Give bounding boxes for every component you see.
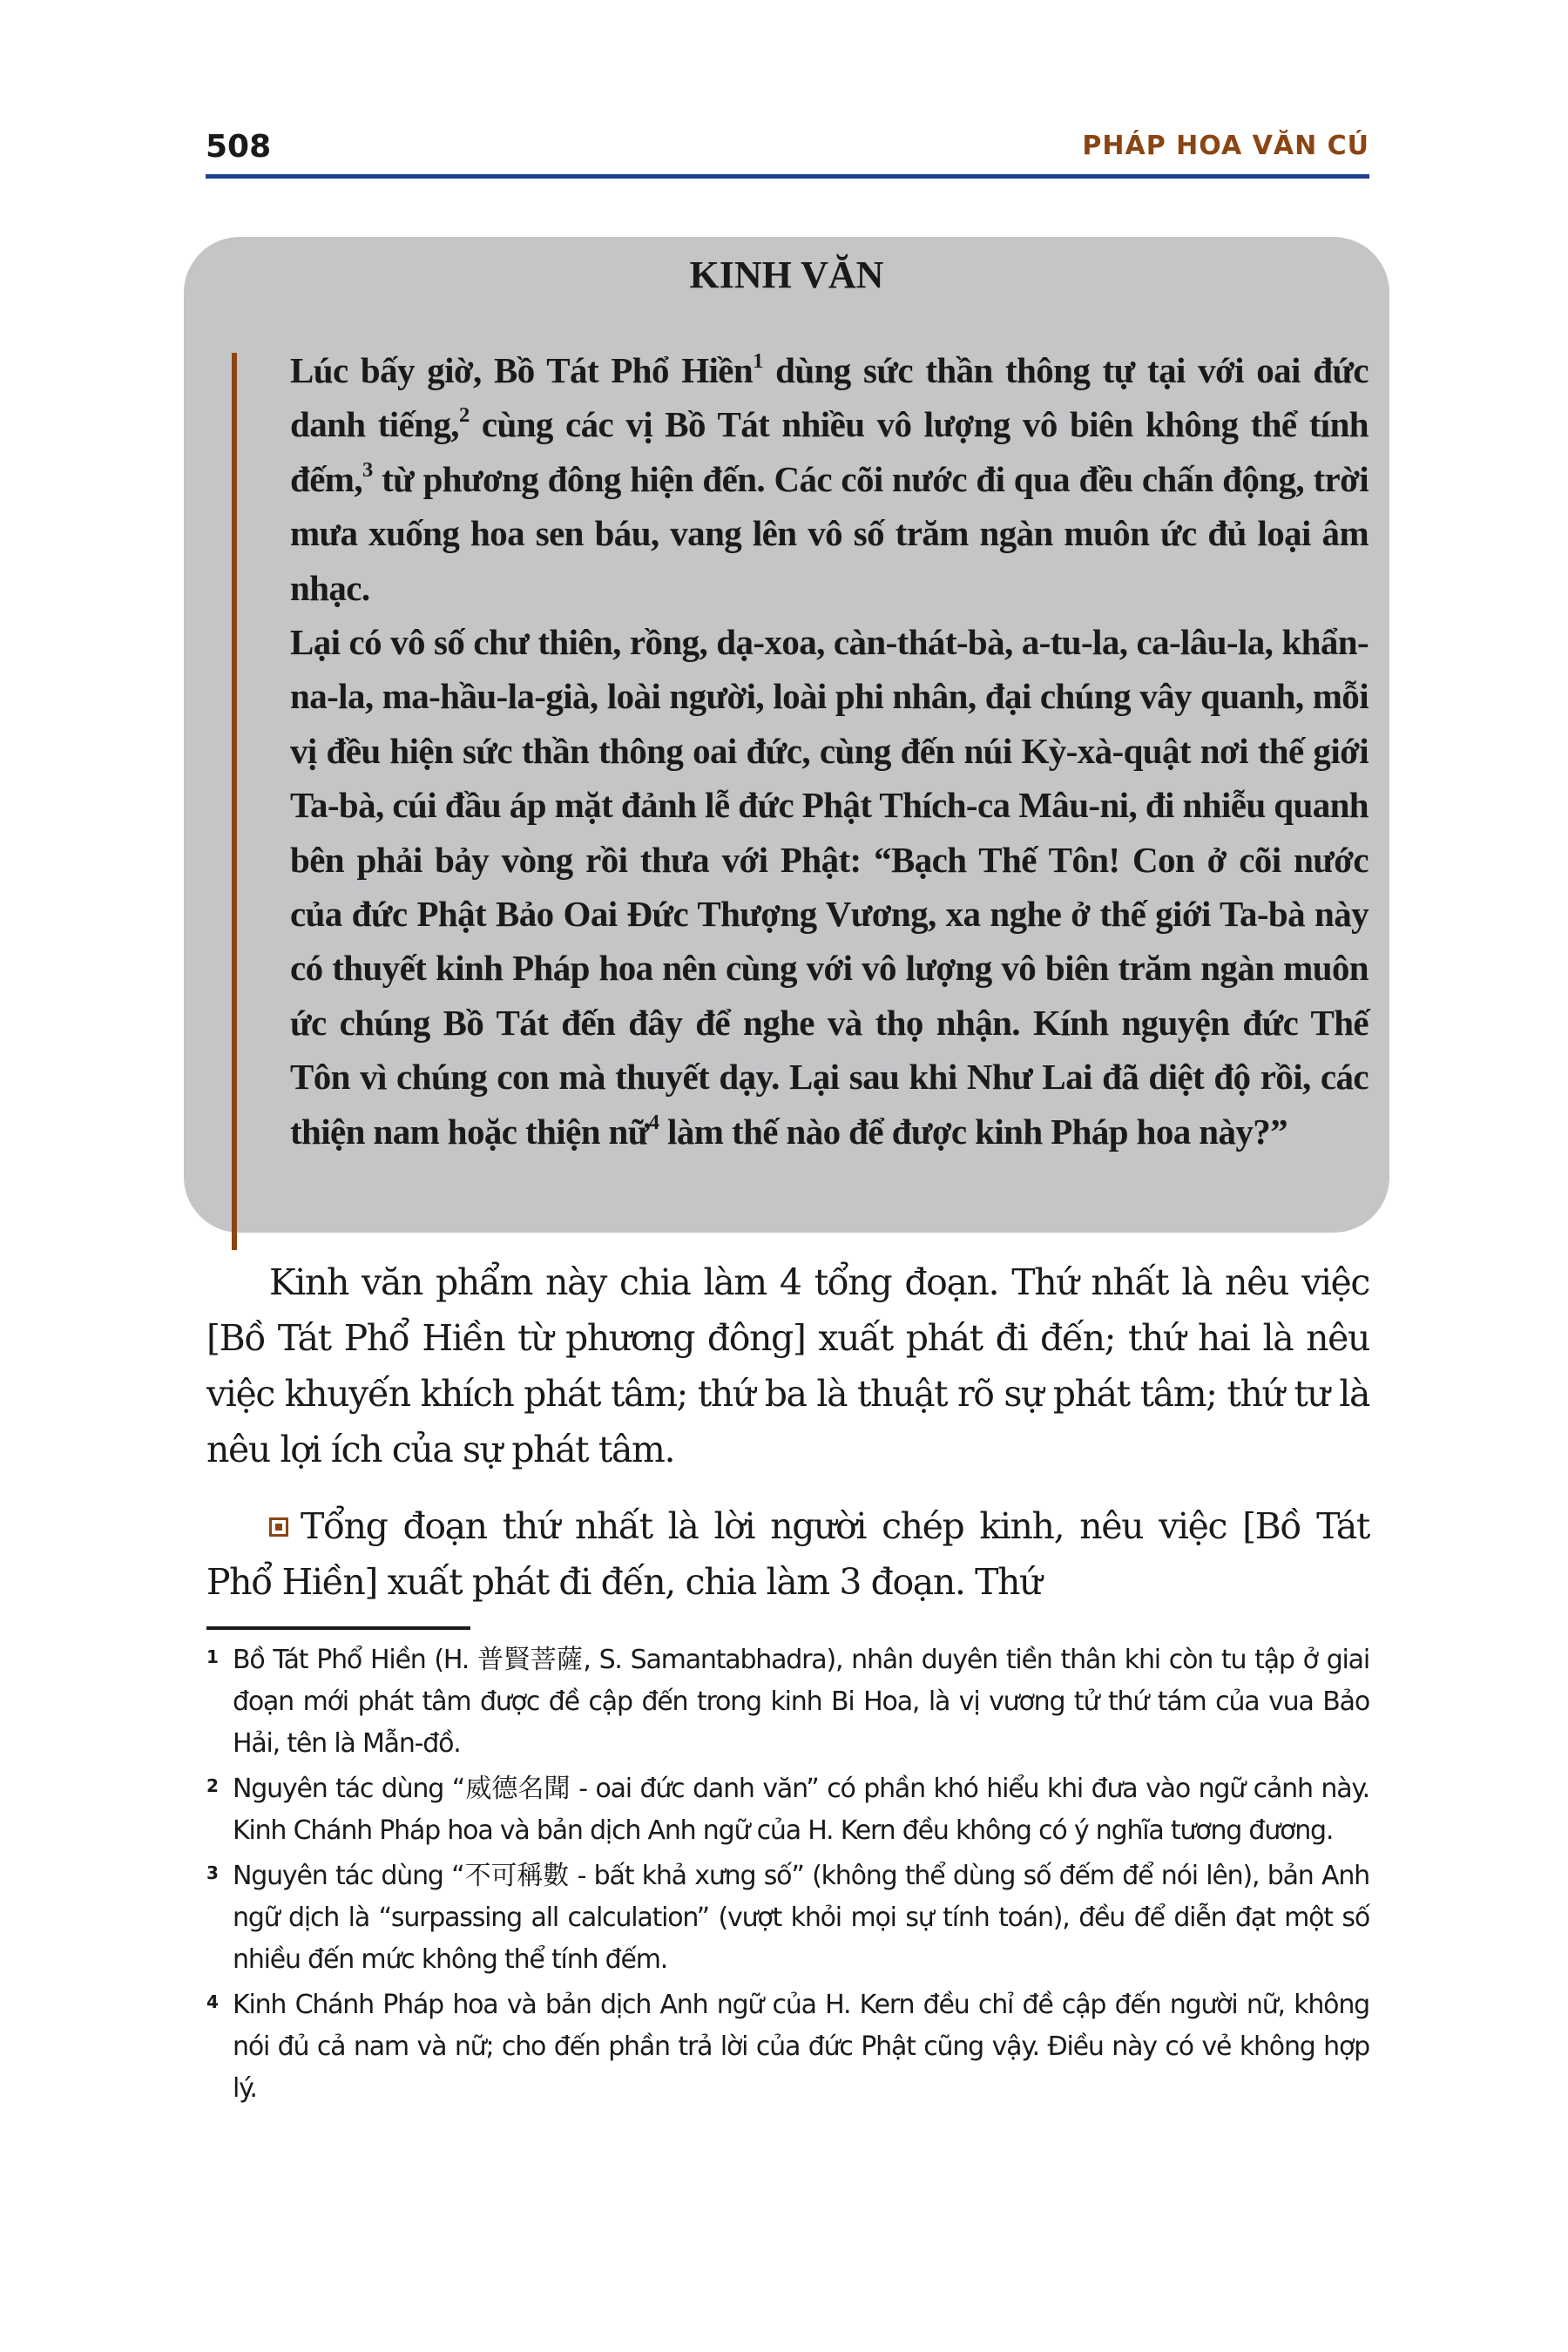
- footnote-number: 1: [206, 1646, 219, 1667]
- scripture-box: [184, 237, 1389, 1233]
- text-run: Lại có vô số chư thiên, rồng, dạ-xoa, càn-thát-bà, a-tu-la, ca-lâu-la, khẩn-na-la, ma-hầu-la-già, loài người, loài phi nhân, đại chúng vây quanh, mỗi vị đều hiện sức thần thông oai đức, cùng đến núi Kỳ-xà-quật nơi thế giới Ta-bà, cúi đầu áp mặt đảnh lễ đức Phật Thích-ca Mâu-ni, đi nhiễu quanh bên phải bảy vòng rồi thưa với Phật: “Bạch Thế Tôn! Con ở cõi nước của đức Phật Bảo Oai Đức Thượng Vương, xa nghe ở thế giới Ta-bà này có thuyết kinh Pháp hoa nên cùng với vô lượng vô biên trăm ngàn muôn ức chúng Bồ Tát đến đây để nghe và thọ nhận. Kính nguyện đức Thế Tôn vì chúng con mà thuyết dạy. Lại sau khi Như Lai đã diệt độ rồi, các thiện nam hoặc thiện nữ: [290, 622, 1369, 1152]
- footnotes: [206, 1639, 1369, 2113]
- body-paragraph: [206, 1254, 1369, 1477]
- body-paragraph-text: Kinh văn phẩm này chia làm 4 tổng đoạn. Thứ nhất là nêu việc [Bồ Tát Phổ Hiền từ phương đông] xuất phát đi đến; thứ hai là nêu việc khuyến khích phát tâm; thứ ba là thuật rõ sự phát tâm; thứ tư là nêu lợi ích của sự phát tâm.: [206, 1261, 1369, 1470]
- footnote: [206, 1855, 1369, 1981]
- text-run: làm thế nào để được kinh Pháp hoa này?”: [659, 1111, 1288, 1152]
- footnote: [206, 1768, 1369, 1852]
- footnote-ref[interactable]: 2: [458, 403, 470, 428]
- page-number: 508: [206, 129, 272, 165]
- footnote-text: Bồ Tát Phổ Hiền (H. 普賢菩薩, S. Samantabhadra), nhân duyên tiền thân khi còn tu tập ở giai đoạn mới phát tâm được đề cập đến trong kinh Bi Hoa, là vị vương tử thứ tám của vua Bảo Hải, tên là Mẫn-đồ.: [233, 1645, 1369, 1759]
- footnote-rule: [206, 1626, 470, 1630]
- footnote-text: Kinh Chánh Pháp hoa và bản dịch Anh ngữ của H. Kern đều chỉ đề cập đến người nữ, không nói đủ cả nam và nữ; cho đến phần trả lời của đức Phật cũng vậy. Điều này có vẻ không hợp lý.: [233, 1990, 1369, 2104]
- text-run: cùng các vị Bồ Tát nhiều vô lượng vô biên không thể tính đếm,: [290, 404, 1369, 499]
- text-run: dùng sức thần thông tự tại với oai đức danh tiếng,: [290, 350, 1369, 445]
- footnote-ref[interactable]: 1: [753, 348, 763, 373]
- footnote: [206, 1639, 1369, 1765]
- text-run: Lúc bấy giờ, Bồ Tát Phổ Hiền: [290, 350, 754, 390]
- scripture-title: KINH VĂN: [689, 253, 884, 296]
- footnote-ref[interactable]: 3: [362, 457, 373, 482]
- text-run: từ phương đông hiện đến. Các cõi nước đi qua đều chấn động, trời mưa xuống hoa sen báu, vang lên vô số trăm ngàn muôn ức đủ loại âm nhạc.: [290, 458, 1369, 608]
- footnote: [206, 1984, 1369, 2110]
- scripture-side-bar: [232, 353, 237, 1250]
- body-paragraph: [206, 1498, 1369, 1610]
- footnote-number: 2: [206, 1775, 219, 1796]
- scripture-paragraph: [290, 343, 1369, 615]
- footnote-text: Nguyên tác dùng “威德名聞 - oai đức danh văn” có phần khó hiểu khi đưa vào ngữ cảnh này. Kinh Chánh Pháp hoa và bản dịch Anh ngữ của H. Kern đều không có ý nghĩa tương đương.: [233, 1774, 1369, 1846]
- header-rule: [206, 174, 1369, 179]
- running-title: PHÁP HOA VĂN CÚ: [1082, 131, 1369, 161]
- footnote-text: Nguyên tác dùng “不可稱數 - bất khả xưng số” (không thể dùng số đếm để nói lên), bản Anh ngữ dịch là “surpassing all calculation” (vượt khỏi mọi sự tính toán), đều để diễn đạt một số nhiều đến mức không thể tính đếm.: [233, 1861, 1369, 1975]
- scripture-paragraph: [290, 615, 1369, 1159]
- footnote-number: 3: [206, 1862, 219, 1883]
- footnote-number: 4: [206, 1991, 219, 2012]
- body-paragraph-text: Tổng đoạn thứ nhất là lời người chép kinh, nêu việc [Bồ Tát Phổ Hiền] xuất phát đi đến, chia làm 3 đoạn. Thứ: [206, 1505, 1369, 1603]
- body-paragraph-line: [206, 1498, 1369, 1610]
- square-bullet-icon: [269, 1517, 288, 1537]
- footnote-ref[interactable]: 4: [648, 1110, 659, 1134]
- scripture-text: [290, 343, 1369, 1159]
